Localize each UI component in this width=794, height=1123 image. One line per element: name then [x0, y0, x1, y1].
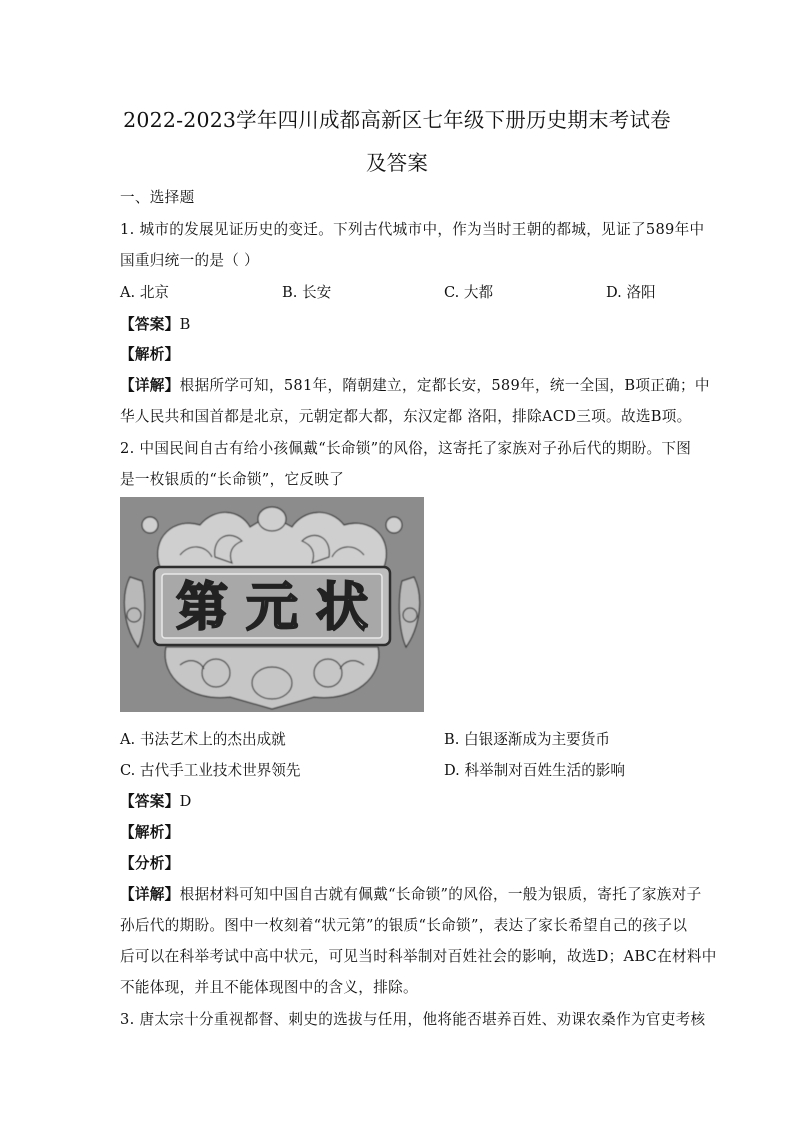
answer-label: 【答案】: [120, 316, 180, 333]
q2-option-c: C. 古代手工业技术世界领先: [120, 762, 301, 779]
detail-label: 【详解】: [120, 377, 180, 394]
doc-title-line1: 2022-2023学年四川成都高新区七年级下册历史期末考试卷: [123, 108, 671, 132]
q1-option-d: D. 洛阳: [606, 284, 656, 301]
detail-label: 【详解】: [120, 886, 180, 903]
q2-stem-line2: 是一枚银质的“长命锁”，它反映了: [120, 471, 345, 488]
q2-detail-line3: 后可以在科举考试中高中状元，可见当时科举制对百姓社会的影响，故选D；ABC在材料中: [120, 948, 717, 965]
q2-detail-line1: [120, 883, 702, 904]
q2-detail-line4: 不能体现，并且不能体现图中的含义，排除。: [120, 979, 418, 996]
q2-option-a: A. 书法艺术上的杰出成就: [120, 731, 286, 748]
q2-answer: [120, 790, 192, 811]
lock-char-2: 元: [245, 577, 299, 638]
longevity-lock-illustration: [120, 497, 424, 712]
detail-text: 根据所学可知，581年，隋朝建立，定都长安，589年，统一全国，B项正确；中: [179, 377, 710, 394]
answer-value: D: [179, 793, 192, 810]
q1-stem-line2: 国重归统一的是（ ）: [120, 252, 259, 269]
q1-option-b: B. 长安: [282, 284, 332, 301]
q2-analysis-label: 【解析】: [120, 824, 180, 841]
q1-detail-line1: [120, 374, 710, 395]
q2-option-b: B. 白银逐渐成为主要货币: [444, 731, 610, 748]
q2-stem-line1: 2. 中国民间自古有给小孩佩戴“长命锁”的风俗，这寄托了家族对子孙后代的期盼。下图: [120, 440, 692, 457]
q2-option-d: D. 科举制对百姓生活的影响: [444, 762, 625, 779]
lock-char-1: 第: [175, 577, 229, 638]
q1-stem-line1: 1. 城市的发展见证历史的变迁。下列古代城市中，作为当时王朝的都城，见证了589年中: [120, 221, 705, 238]
q1-answer: [120, 313, 191, 334]
q2-fenxi-label: 【分析】: [120, 855, 180, 872]
q1-detail-line2: 华人民共和国首都是北京，元朝定都大都，东汉定都 洛阳，排除ACD三项。故选B项。: [120, 408, 692, 425]
q1-option-a: A. 北京: [120, 284, 170, 301]
doc-title-line2: 及答案: [365, 151, 429, 175]
q2-detail-line2: 孙后代的期盼。图中一枚刻着“状元第”的银质“长命锁”，表达了家长希望自己的孩子以: [120, 917, 688, 934]
lock-char-3: 状: [315, 577, 369, 638]
answer-label: 【答案】: [120, 793, 180, 810]
q1-option-c: C. 大都: [444, 284, 494, 301]
q1-analysis-label: 【解析】: [120, 346, 180, 363]
section-heading: 一、选择题: [120, 189, 195, 206]
detail-text: 根据材料可知中国自古就有佩戴“长命锁”的风俗，一般为银质，寄托了家族对子: [179, 886, 702, 903]
answer-value: B: [179, 316, 191, 333]
q3-stem-line1: 3. 唐太宗十分重视都督、刺史的选拔与任用，他将能否堪养百姓、劝课农桑作为官吏考核: [120, 1011, 706, 1028]
longevity-lock-photo: [120, 497, 424, 712]
